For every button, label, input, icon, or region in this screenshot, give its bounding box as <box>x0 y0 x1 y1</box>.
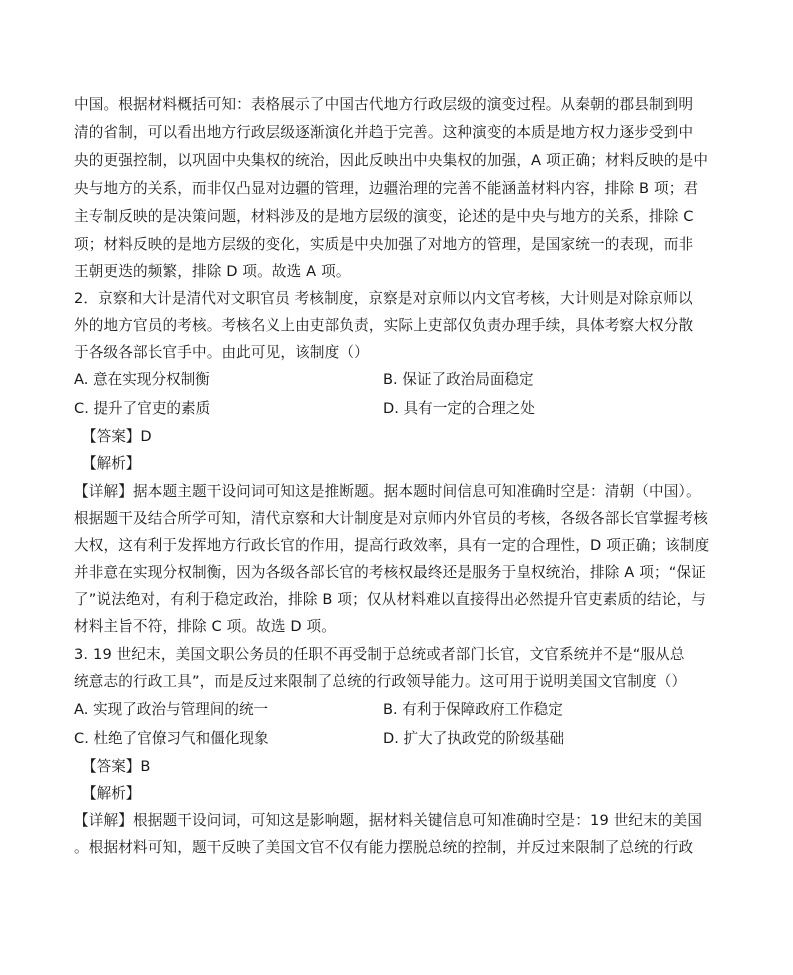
q3-option-c: C. 杜绝了官僚习气和僵化现象 <box>74 730 269 747</box>
q2-option-b: B. 保证了政治局面稳定 <box>383 371 534 388</box>
q2-stem-line: 2．京察和大计是清代对文职官员 考核制度，京察是对京师以内文官考核，大计则是对除京师以 <box>74 290 693 307</box>
q3-answer-label: 【答案】B <box>82 758 151 775</box>
q1-explanation-line: 清的省制，可以看出地方行政层级逐渐演化并趋于完善。这种演变的本质是地方权力逐步受到中 <box>74 124 694 141</box>
q2-detail-line: 大权，这有利于发挥地方行政长官的作用，提高行政效率，具有一定的合理性，D 项正确；该制度 <box>74 537 710 554</box>
q3-option-a: A. 实现了政治与管理间的统一 <box>74 701 269 718</box>
q3-option-b: B. 有利于保障政府工作稳定 <box>383 701 563 718</box>
q3-stem-line: 统意志的行政工具”，而是反过来限制了总统的行政领导能力。这可用于说明美国文官制度（） <box>74 673 687 690</box>
q2-option-d: D. 具有一定的合理之处 <box>383 400 535 417</box>
q1-explanation-line: 央与地方的关系，而非仅凸显对边疆的管理，边疆治理的完善不能涵盖材料内容，排除 B 项；君 <box>74 180 699 197</box>
q2-analysis-label: 【解析】 <box>82 455 141 472</box>
q3-detail-line: 。根据材料可知，题干反映了美国文官不仅有能力摆脱总统的控制，并反过来限制了总统的行政 <box>74 839 694 856</box>
q3-option-d: D. 扩大了执政党的阶级基础 <box>383 730 565 747</box>
q2-detail-line: 根据题干及结合所学可知，清代京察和大计制度是对京师内外官员的考核，各级各部长官掌握考核 <box>74 510 708 527</box>
q2-stem-line: 外的地方官员的考核。考核名义上由吏部负责，实际上吏部仅负责办理手续，具体考察大权分散 <box>74 317 694 334</box>
q1-explanation-line: 中国。根据材料概括可知：表格展示了中国古代地方行政层级的演变过程。从秦朝的郡县制到明 <box>74 96 694 113</box>
q2-detail-line: 了”说法绝对，有利于稳定政治，排除 B 项；仅从材料难以直接得出必然提升官吏素质的结论，与 <box>74 591 706 608</box>
q2-detail-line: 【详解】据本题主题干设问词可知这是推断题。据本题时间信息可知准确时空是：清朝（中国）。 <box>74 483 701 500</box>
q1-explanation-line: 主专制反映的是决策问题，材料涉及的是地方层级的演变，论述的是中央与地方的关系，排除 C <box>74 208 694 225</box>
q1-explanation-line: 项；材料反映的是地方层级的变化，实质是中央加强了对地方的管理，是国家统一的表现，而非 <box>74 236 694 253</box>
q1-explanation-line: 王朝更迭的频繁，排除 D 项。故选 A 项。 <box>74 263 351 280</box>
q2-detail-line: 材料主旨不符，排除 C 项。故选 D 项。 <box>74 618 337 635</box>
q3-analysis-label: 【解析】 <box>82 785 141 802</box>
q1-explanation-line: 央的更强控制，以巩固中央集权的统治，因此反映出中央集权的加强，A 项正确；材料反映的是中 <box>74 152 709 169</box>
q2-option-c: C. 提升了官吏的素质 <box>74 400 211 417</box>
q2-answer-label: 【答案】D <box>82 428 152 445</box>
q3-stem-line: 3. 19 世纪末，美国文职公务员的任职不再受制于总统或者部门长官，文官系统并不是“服从总 <box>74 646 685 663</box>
q3-detail-line: 【详解】根据题干设问词，可知这是影响题，据材料关键信息可知准确时空是：19 世纪末的美国 <box>74 812 703 829</box>
q2-option-a: A. 意在实现分权制衡 <box>74 371 210 388</box>
q2-stem-line: 于各级各部长官手中。由此可见，该制度（） <box>74 344 369 361</box>
q2-detail-line: 并非意在实现分权制衡，因为各级各部长官的考核权最终还是服务于皇权统治，排除 A 项；“保证 <box>74 564 706 581</box>
